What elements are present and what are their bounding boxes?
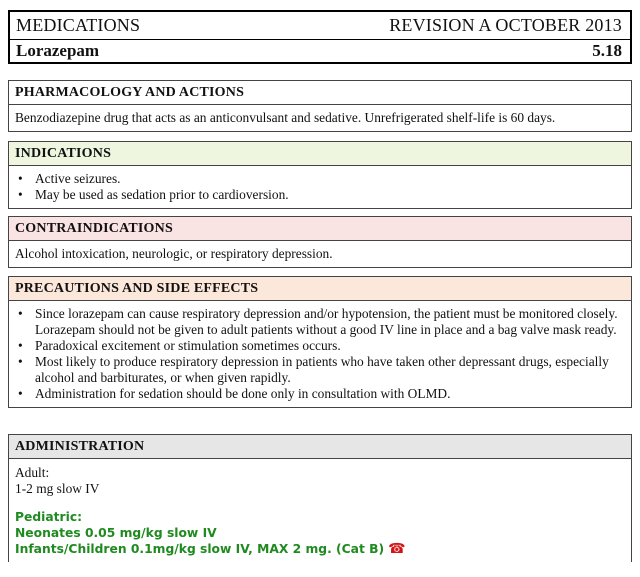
precautions-list — [15, 306, 625, 402]
pharmacology-text: Benzodiazepine drug that acts as an anticonvulsant and sedative. Unrefrigerated shelf-life is 60 days. — [15, 110, 556, 125]
list-item: • Since lorazepam can cause respiratory depression and/or hypotension, the patient must be monitored closely. Lorazepam should not be given to adult patients without a good IV line in place and a bag valve mask ready. — [18, 306, 618, 337]
infants-dose-row — [15, 541, 625, 557]
bullet: • — [18, 306, 23, 321]
indications-title: INDICATIONS — [9, 142, 631, 166]
header-top-row — [10, 12, 630, 40]
bullet: • — [18, 171, 23, 186]
list-item: • Paradoxical excitement or stimulation sometimes occurs. — [18, 338, 341, 353]
phone-icon: ☎ — [388, 541, 406, 557]
list-item: • Most likely to produce respiratory depression in patients who have taken other depressant drugs, especially alcohol and barbiturates, or when given rapidly. — [18, 354, 609, 385]
bullet: • — [18, 354, 23, 369]
revision-label: REVISION A OCTOBER 2013 — [389, 15, 622, 35]
adult-dose: 1-2 mg slow IV — [15, 481, 100, 496]
pharmacology-section — [8, 80, 632, 132]
indications-list — [15, 171, 625, 203]
indications-body — [9, 166, 631, 208]
precautions-title: PRECAUTIONS AND SIDE EFFECTS — [9, 277, 631, 301]
infants-dose: Infants/Children 0.1mg/kg slow IV, MAX 2 mg. (Cat B) — [15, 542, 385, 556]
adult-label: Adult: — [15, 465, 50, 480]
contraindications-text: Alcohol intoxication, neurologic, or respiratory depression. — [15, 246, 333, 261]
section-number: 5.18 — [592, 41, 622, 60]
list-item: • Administration for sedation should be done only in consultation with OLMD. — [18, 386, 451, 401]
protocol-page — [8, 10, 632, 557]
bullet: • — [18, 338, 23, 353]
administration-title: ADMINISTRATION — [9, 435, 631, 459]
precautions-body — [9, 301, 631, 407]
list-item: • May be used as sedation prior to cardioversion. — [18, 187, 289, 202]
contraindications-title: CONTRAINDICATIONS — [9, 217, 631, 241]
contraindications-section — [8, 216, 632, 268]
protocol-header — [8, 10, 632, 64]
administration-body — [9, 459, 631, 562]
header-bottom-row — [10, 40, 630, 62]
administration-section — [8, 434, 632, 562]
bullet: • — [18, 187, 23, 202]
drug-name: Lorazepam — [16, 41, 100, 60]
pediatric-block — [15, 509, 625, 557]
bullet: • — [18, 386, 23, 401]
pediatric-label: Pediatric: — [15, 510, 83, 524]
list-item: • Active seizures. — [18, 171, 121, 186]
indications-section — [8, 141, 632, 209]
pharmacology-title: PHARMACOLOGY AND ACTIONS — [9, 81, 631, 105]
precautions-section — [8, 276, 632, 408]
neonates-dose: Neonates 0.05 mg/kg slow IV — [15, 526, 217, 540]
category-label: MEDICATIONS — [16, 15, 141, 35]
